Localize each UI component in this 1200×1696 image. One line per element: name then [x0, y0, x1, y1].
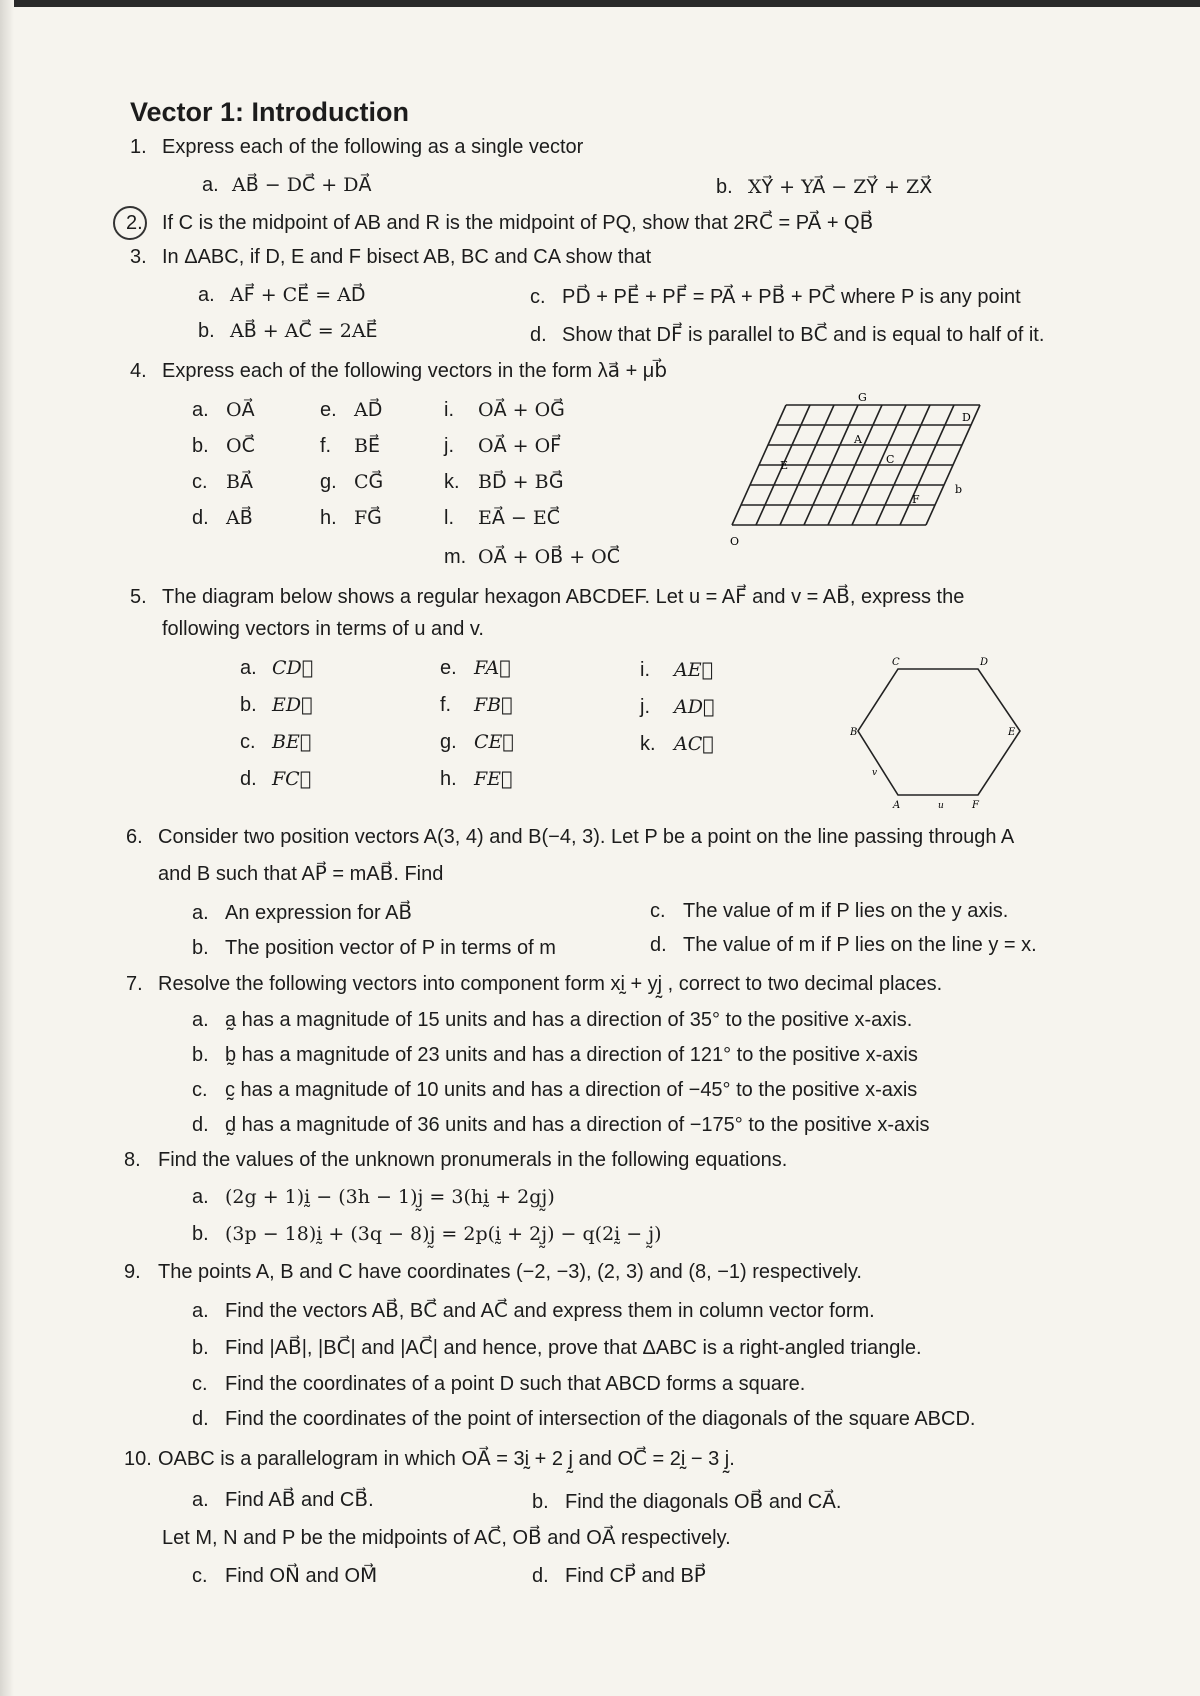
- q6-line2: and B such that AP⃗ = mAB⃗. Find: [158, 863, 444, 885]
- q5-item-expr: AC⃗: [674, 733, 714, 755]
- q1a-label: a.: [202, 174, 219, 196]
- q4-item-label: g.: [320, 471, 337, 493]
- q5-item-label: d.: [240, 768, 257, 790]
- q1-number: 1.: [130, 136, 147, 158]
- q1-text: Express each of the following as a single vector: [162, 136, 584, 158]
- q7-item-label: b.: [192, 1044, 209, 1066]
- q3-text: In ΔABC, if D, E and F bisect AB, BC and CA show that: [162, 246, 652, 268]
- q6b-label: b.: [192, 937, 209, 959]
- q5-item-expr: FC⃗: [272, 768, 312, 790]
- q4-text: Express each of the following vectors in the form λa⃗ + μb⃗: [162, 360, 668, 382]
- q5-item-expr: AE⃗: [674, 659, 713, 681]
- q10-midpoints-text: Let M, N and P be the midpoints of AC⃗, OB⃗ and OA⃗ respectively.: [162, 1527, 731, 1549]
- q4-item-expr: AD⃗: [354, 399, 383, 421]
- q5-line2: following vectors in terms of u and v.: [162, 618, 484, 640]
- q6-line1: Consider two position vectors A(3, 4) and B(−4, 3). Let P be a point on the line passing through A: [158, 826, 1015, 848]
- q5-item-label: e.: [440, 657, 457, 679]
- q8a-equation: (2g + 1)ḭ − (3h − 1)j̰ = 3(hḭ + 2gj̰): [225, 1186, 555, 1208]
- hex-label-d: D: [980, 657, 989, 668]
- q4-item-expr: CG⃗: [354, 471, 384, 493]
- hex-label-f: F: [972, 800, 979, 811]
- q10-number: 10.: [124, 1448, 152, 1470]
- q4-item-label: m.: [444, 546, 467, 568]
- q4-item-expr: BD⃗ + BG⃗: [478, 471, 564, 493]
- q6b-text: The position vector of P in terms of m: [225, 937, 556, 959]
- q4-item-label: k.: [444, 471, 460, 493]
- q4-item-expr: OA⃗: [226, 399, 255, 421]
- q10d-label: d.: [532, 1565, 549, 1587]
- q10c-label: c.: [192, 1565, 208, 1587]
- q4-item-label: e.: [320, 399, 337, 421]
- hexagon-shape: [858, 669, 1020, 795]
- grid-label-c: C: [886, 453, 895, 466]
- q5-item-expr: CD⃗: [272, 657, 314, 679]
- q5-item-label: a.: [240, 657, 257, 679]
- hex-label-v: v: [872, 768, 878, 778]
- q8-text: Find the values of the unknown pronumerals in the following equations.: [158, 1149, 788, 1171]
- hex-label-b: B: [850, 727, 858, 738]
- q4-item-expr: OA⃗ + OG⃗: [478, 399, 565, 421]
- q10d-text: Find CP⃗ and BP⃗: [565, 1565, 706, 1587]
- grid-label-o: O: [730, 535, 740, 548]
- q3a-label: a.: [198, 284, 215, 306]
- q10b-label: b.: [532, 1491, 549, 1513]
- q4-item-label: i.: [444, 399, 454, 421]
- q5-item-label: c.: [240, 731, 256, 753]
- q5-item-expr: FB⃗: [474, 694, 513, 716]
- hex-label-a: A: [893, 800, 901, 811]
- q3b-label: b.: [198, 320, 215, 342]
- q9-item-text: Find the vectors AB⃗, BC⃗ and AC⃗ and express them in column vector form.: [225, 1300, 875, 1322]
- q6d-label: d.: [650, 934, 667, 956]
- grid-lines: [732, 405, 980, 525]
- q10a-label: a.: [192, 1489, 209, 1511]
- q5-item-expr: AD⃗: [674, 696, 715, 718]
- q9-item-label: c.: [192, 1373, 208, 1395]
- q2-text: If C is the midpoint of AB and R is the midpoint of PQ, show that 2RC⃗ = PA⃗ + QB⃗: [162, 212, 874, 234]
- q7-item-label: c.: [192, 1079, 208, 1101]
- page-top-edge: [0, 0, 1200, 7]
- q5-item-expr: FE⃗: [474, 768, 513, 790]
- grid-label-b: b: [955, 483, 963, 496]
- q6a-label: a.: [192, 902, 209, 924]
- q9-item-text: Find the coordinates of the point of intersection of the diagonals of the square ABCD.: [225, 1408, 976, 1430]
- q4-item-expr: EA⃗ − EC⃗: [478, 507, 561, 529]
- q10-text: OABC is a parallelogram in which OA⃗ = 3ḭ + 2 j̰ and OC⃗ = 2ḭ − 3 j̰.: [158, 1448, 735, 1470]
- q4-item-expr: AB⃗: [226, 507, 253, 529]
- q4-item-label: d.: [192, 507, 209, 529]
- page-left-shadow: [0, 0, 14, 1696]
- q8-number: 8.: [124, 1149, 141, 1171]
- q4-item-label: f.: [320, 435, 332, 457]
- q4-item-expr: BA⃗: [226, 471, 253, 493]
- q7-item-text: a̰ has a magnitude of 15 units and has a direction of 35° to the positive x-axis.: [225, 1009, 913, 1031]
- q6d-text: The value of m if P lies on the line y = x.: [683, 934, 1037, 956]
- q6c-text: The value of m if P lies on the y axis.: [683, 900, 1009, 922]
- q9-item-label: d.: [192, 1408, 209, 1430]
- q5-item-expr: CE⃗: [474, 731, 514, 753]
- hex-label-u: u: [938, 801, 944, 811]
- q9-text: The points A, B and C have coordinates (−2, −3), (2, 3) and (8, −1) respectively.: [158, 1261, 862, 1283]
- q5-item-label: i.: [640, 659, 650, 681]
- q4-item-label: c.: [192, 471, 208, 493]
- q3d-expr: Show that DF⃗ is parallel to BC⃗ and is equal to half of it.: [562, 324, 1045, 346]
- q4-parallelogram-grid: [730, 385, 1000, 560]
- q4-item-expr: OA⃗ + OF⃗: [478, 435, 562, 457]
- q4-number: 4.: [130, 360, 147, 382]
- q4-item-label: a.: [192, 399, 209, 421]
- q1b-expr: XY⃗ + YA⃗ − ZY⃗ + ZX⃗: [748, 176, 933, 198]
- q6c-label: c.: [650, 900, 666, 922]
- q3b-expr: AB⃗ + AC⃗ = 2AE⃗: [230, 320, 378, 342]
- q4-item-label: l.: [444, 507, 454, 529]
- q5-item-label: f.: [440, 694, 452, 716]
- q6a-text: An expression for AB⃗: [225, 902, 413, 924]
- grid-label-f: F: [912, 493, 920, 506]
- q9-item-text: Find the coordinates of a point D such that ABCD forms a square.: [225, 1373, 806, 1395]
- q6-number: 6.: [126, 826, 143, 848]
- q5-item-expr: ED⃗: [272, 694, 313, 716]
- q3-number: 3.: [130, 246, 147, 268]
- q7-number: 7.: [126, 973, 143, 995]
- grid-label-d: D: [962, 411, 971, 424]
- q9-item-label: b.: [192, 1337, 209, 1359]
- hex-label-e: E: [1008, 727, 1016, 738]
- q7-item-text: d̰ has a magnitude of 36 units and has a direction of −175° to the positive x-axis: [225, 1114, 930, 1136]
- q7-item-label: d.: [192, 1114, 209, 1136]
- q5-item-expr: FA⃗: [474, 657, 511, 679]
- q10a-text: Find AB⃗ and CB⃗.: [225, 1489, 374, 1511]
- page-title: Vector 1: Introduction: [130, 97, 410, 127]
- q3a-expr: AF⃗ + CE⃗ = AD⃗: [230, 284, 366, 306]
- q5-line1: The diagram below shows a regular hexagon ABCDEF. Let u = AF⃗ and v = AB⃗, express the: [162, 586, 965, 608]
- q5-number: 5.: [130, 586, 147, 608]
- q5-item-label: g.: [440, 731, 457, 753]
- q5-item-expr: BE⃗: [272, 731, 312, 753]
- q8b-equation: (3p − 18)ḭ + (3q − 8)j̰ = 2p(ḭ + 2j̰) − q(2ḭ − j̰): [225, 1223, 662, 1245]
- q4-item-expr: OC⃗: [226, 435, 255, 457]
- q9-item-label: a.: [192, 1300, 209, 1322]
- q8b-label: b.: [192, 1223, 209, 1245]
- q5-item-label: k.: [640, 733, 656, 755]
- q4-item-label: b.: [192, 435, 209, 457]
- q5-item-label: j.: [640, 696, 650, 718]
- q4-item-label: h.: [320, 507, 337, 529]
- q7-text: Resolve the following vectors into component form xḭ + yj̰ , correct to two decimal places.: [158, 973, 943, 995]
- q7-item-label: a.: [192, 1009, 209, 1031]
- q7-item-text: b̰ has a magnitude of 23 units and has a direction of 121° to the positive x-axis: [225, 1044, 918, 1066]
- q10c-text: Find ON⃗ and OM⃗: [225, 1565, 378, 1587]
- q4-item-expr: BE⃗: [354, 435, 380, 457]
- q4-item-expr: OA⃗ + OB⃗ + OC⃗: [478, 546, 621, 568]
- q4-item-label: j.: [444, 435, 454, 457]
- q1a-expr: AB⃗ − DC⃗ + DA⃗: [232, 174, 372, 196]
- grid-label-e: E: [780, 459, 789, 472]
- q5-hexagon: [850, 655, 1030, 815]
- hex-label-c: C: [892, 657, 900, 668]
- grid-label-a: A: [854, 433, 862, 446]
- q7-item-text: c̰ has a magnitude of 10 units and has a direction of −45° to the positive x-axis: [225, 1079, 918, 1101]
- q2-number: 2.: [126, 212, 143, 234]
- q8a-label: a.: [192, 1186, 209, 1208]
- q1b-label: b.: [716, 176, 733, 198]
- q9-item-text: Find |AB⃗|, |BC⃗| and |AC⃗| and hence, prove that ΔABC is a right-angled triangle.: [225, 1337, 922, 1359]
- grid-label-g: G: [858, 391, 867, 404]
- q3c-label: c.: [530, 286, 546, 308]
- q4-item-expr: FG⃗: [354, 507, 382, 529]
- q3c-expr: PD⃗ + PE⃗ + PF⃗ = PA⃗ + PB⃗ + PC⃗ where P is any point: [562, 286, 1021, 308]
- q5-item-label: b.: [240, 694, 257, 716]
- q9-number: 9.: [124, 1261, 141, 1283]
- q10b-text: Find the diagonals OB⃗ and CA⃗.: [565, 1491, 842, 1513]
- q3d-label: d.: [530, 324, 547, 346]
- q5-item-label: h.: [440, 768, 457, 790]
